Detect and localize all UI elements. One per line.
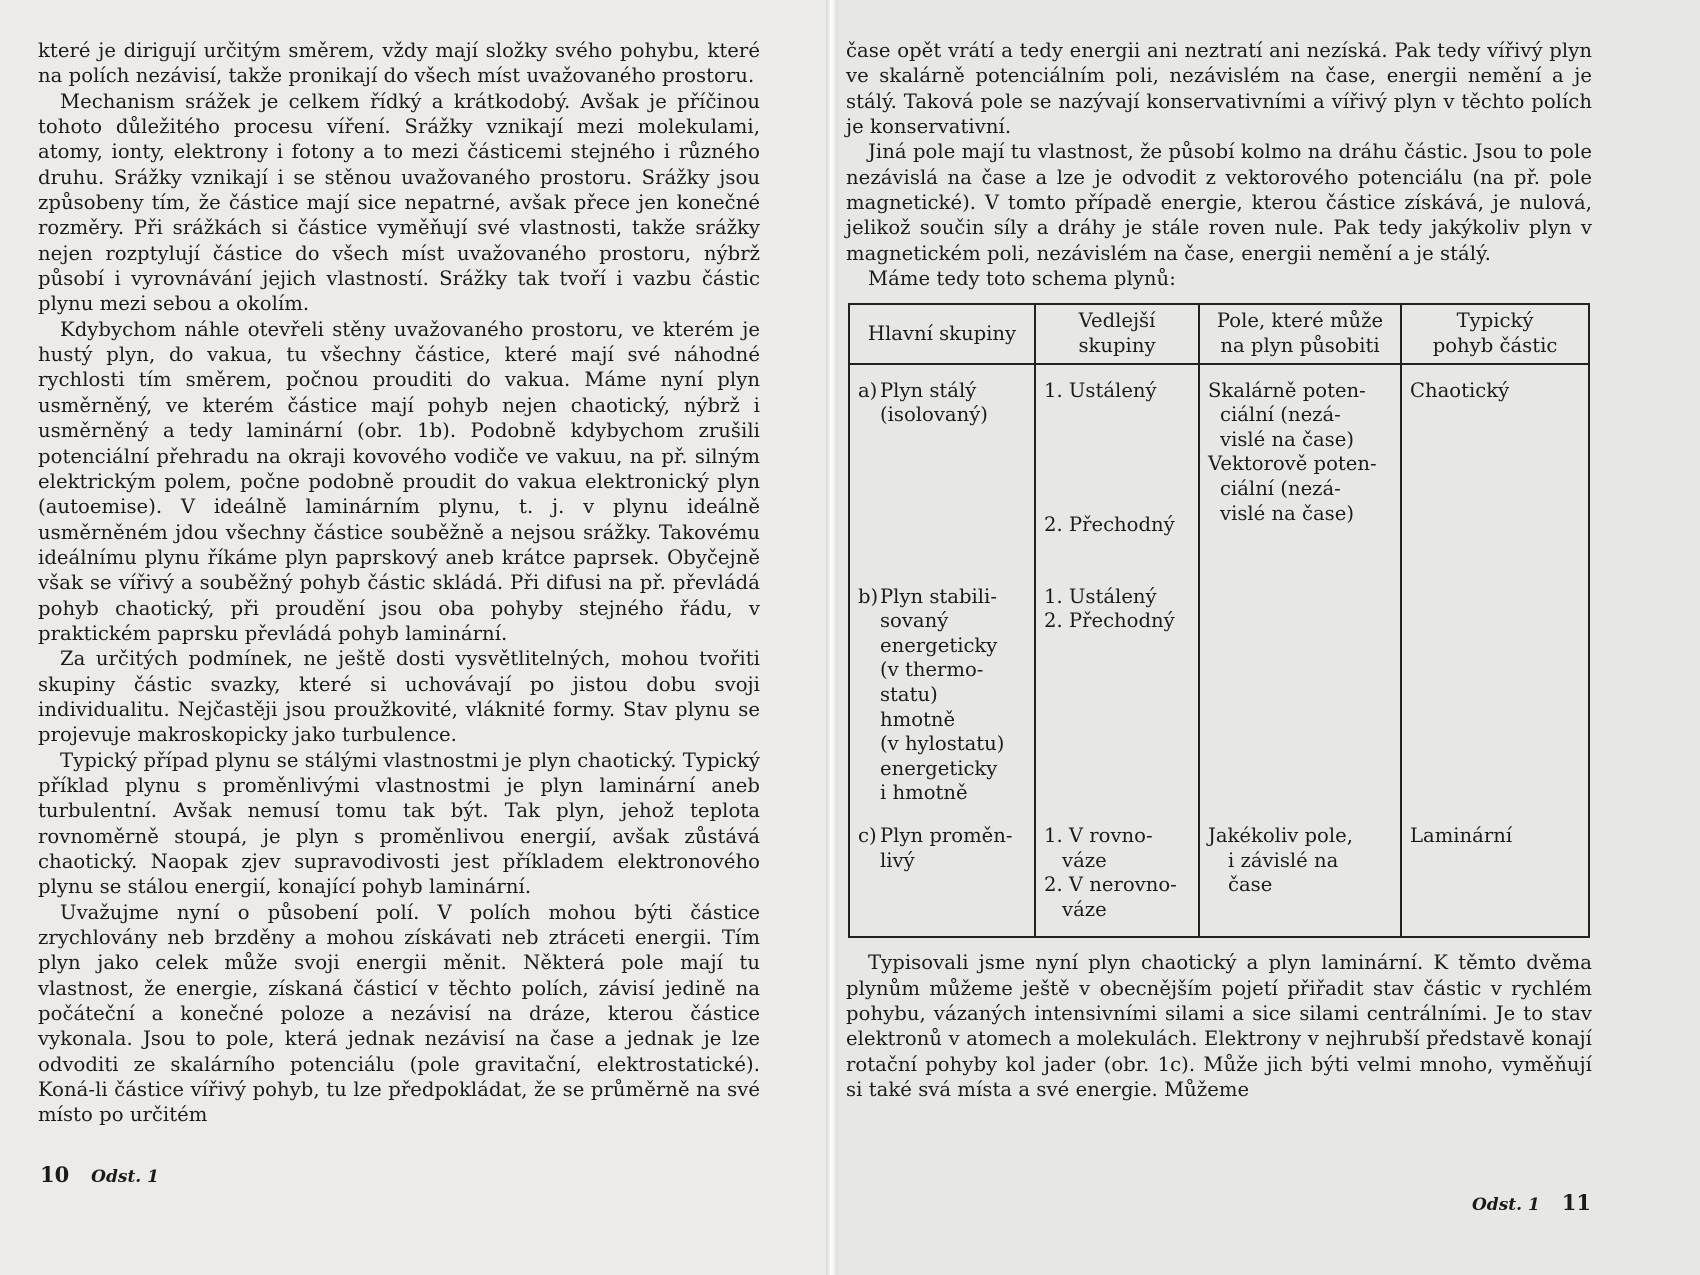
right-page-text-after [846, 950, 1592, 1102]
cell-sub-group: 1. Ustálený 2. Přechodný [1035, 579, 1199, 806]
paragraph: Mechanism srážek je celkem řídký a krátkodobý. Avšak je příčinou tohoto důležitého procesu víření. Srážky vznikají mezi molekulami, atomy, ionty, elektrony i fotony a to mezi částicemi stejného i různého druhu. Srážky vznikají i se stěnou uvažovaného prostoru. Srážky jsou způsobeny tím, že částice mají sice nepatrné, avšak přece jen konečné rozměry. Při srážkách si částice vyměňují své vlastnosti, takže srážky nejen rozptylují částice do všech míst uvažovaného prostoru, nýbrž působí i vyrovnávání jejich vlastností. Srážky tak tvoří i vazbu částic plynu mezi sebou a okolím. [38, 89, 760, 316]
cell-field [1199, 579, 1401, 806]
page-number-right [1472, 1190, 1591, 1215]
paragraph: Uvažujme nyní o působení polí. V polích mohou býti částice zrychlovány neb brzděny a mohou získávati neb ztráceti energii. Tím plyn jako celek může svoji energii měnit. Některá pole mají tu vlastnost, že energie, získaná částicí v těchto polích, závisí jedině na počáteční a konečné poloze a nezávisí na dráze, kterou částice vykonala. Jsou to pole, která jednak nezávisí na čase a jednak je lze odvoditi ze skalárního potenciálu (pole gravitační, elektrostatické). Koná-li částice vířivý pohyb, tu lze předpokládat, že se průměrně na své místo po určitém [38, 900, 760, 1127]
header-motion: Typický pohyb částic [1401, 304, 1589, 363]
page-number: 10 [40, 1162, 70, 1187]
table-row [849, 364, 1589, 579]
paragraph: které je dirigují určitým směrem, vždy mají složky svého pohybu, které na polích nezávisí, takže pronikají do všech míst uvažovaného prostoru. [38, 39, 760, 88]
table-intro: Máme tedy toto schema plynů: [868, 267, 1176, 291]
gas-schema-table [848, 303, 1590, 938]
left-page [0, 0, 828, 1275]
cell-motion: Laminární [1401, 806, 1589, 937]
paragraph: Typický případ plynu se stálými vlastnostmi je plyn chaotický. Typický příklad plynu s proměnlivými vlastnostmi je plyn laminární aneb turbulentní. Avšak nemusí tomu tak být. Tak plyn, jehož teplota rovnoměrně stoupá, je plyn s proměnlivou energií, avšak zůstává chaotický. Naopak zjev supravodivosti jest příkladem elektronového plynu se stálou energií, konající pohyb laminární. [38, 748, 760, 899]
cell-main-group: a) Plyn stálý (isolovaný) [858, 378, 988, 427]
table-row [849, 806, 1589, 937]
header-sub-groups: Vedlejší skupiny [1035, 304, 1199, 363]
cell-sub-group: 1. Ustálený 2. Přechodný [1035, 364, 1199, 579]
page-number-left [40, 1162, 159, 1187]
book-gutter [826, 0, 838, 1275]
paragraph: čase opět vrátí a tedy energii ani neztratí ani nezíská. Pak tedy vířivý plyn ve skalárně potenciálním poli, nezávislém na čase, energii nemění a je stálý. Taková pole se nazývají konservativními a vířivý plyn v těchto polích je konservativní. [846, 39, 1592, 139]
cell-sub-group: 1. V rovno- váze 2. V nerovno- váze [1035, 806, 1199, 937]
right-page [846, 38, 1596, 1102]
header-main-groups: Hlavní skupiny [849, 304, 1035, 363]
cell-main-group: b) Plyn stabili- sovaný energeticky (v thermo- statu) hmotně (v hylostatu) energeticky i hmotně [858, 584, 1005, 805]
paragraph: Za určitých podmínek, ne ještě dosti vysvětlitelných, mohou tvořiti skupiny částic svazky, které si uchovávají po jistou dobu svoji individualitu. Nejčastěji jsou proužkovité, vláknité formy. Stav plynu se projevuje makroskopicky jako turbulence. [38, 647, 760, 747]
header-field: Pole, které může na plyn působiti [1199, 304, 1401, 363]
section-label: Odst. 1 [91, 1167, 159, 1187]
section-label: Odst. 1 [1472, 1195, 1540, 1215]
table-header-row [849, 304, 1589, 363]
page-number: 11 [1561, 1190, 1591, 1215]
paragraph: Kdybychom náhle otevřeli stěny uvažovaného prostoru, ve kterém je hustý plyn, do vakua, tu všechny částice, které mají své náhodné rychlosti tím směrem, počnou prouditi do vakua. Máme nyní plyn usměrněný, ve kterém částice mají pohyb nejen chaotický, nýbrž i usměrněný a tedy laminární (obr. 1b). Podobně kdybychom zrušili potenciální přehradu na okraji kovového vodiče ve vakuu, na př. silným elektrickým polem, počne podobně proudit do vakua elektronický plyn (autoemise). V ideálně laminárním plynu, t. j. v plynu ideálně usměrněném jdou všechny částice souběžně a nejsou srážky. Takovému ideálnímu plynu říkáme plyn paprskový aneb krátce paprsek. Obyčejně však se vířivý a souběžný pohyb částic skládá. Při difusi na př. převládá pohyb chaotický, při proudění jsou oba pohyby stejného řádu, v praktickém paprsku převládá pohyb laminární. [38, 317, 760, 645]
cell-field: Skalárně poten- ciální (nezá- vislé na čase) Vektorově poten- ciální (nezá- vislé na čase) [1199, 364, 1401, 579]
cell-field: Jakékoliv pole, i závislé na čase [1199, 806, 1401, 937]
table-row [849, 579, 1589, 806]
cell-main-group: c) Plyn proměn- livý [858, 823, 1013, 872]
cell-motion [1401, 579, 1589, 806]
paragraph: Typisovali jsme nyní plyn chaotický a plyn laminární. K těmto dvěma plynům můžeme ještě v obecnějším pojetí přiřadit stav částic v rychlém pohybu, vázaných intensivními silami a sice silami centrálními. Je to stav elektronů v atomech a molekulách. Elektrony v nejhrubší představě konají rotační pohyby kol jader (obr. 1c). Může jich býti velmi mnoho, vyměňují si také svá místa a své energie. Můžeme [846, 951, 1592, 1102]
right-page-text [846, 38, 1592, 291]
paragraph: Jiná pole mají tu vlastnost, že působí kolmo na dráhu částic. Jsou to pole nezávislá na čase a lze je odvodit z vektorového potenciálu (na př. pole magnetické). V tomto případě energie, kterou částice získává, je nulová, jelikož součin síly a dráhy je stále roven nule. Pak tedy jakýkoliv plyn v magnetickém poli, nezávislém na čase, energii nemění a je stálý. [846, 140, 1592, 265]
cell-motion: Chaotický [1401, 364, 1589, 579]
left-page-text [38, 38, 760, 1128]
